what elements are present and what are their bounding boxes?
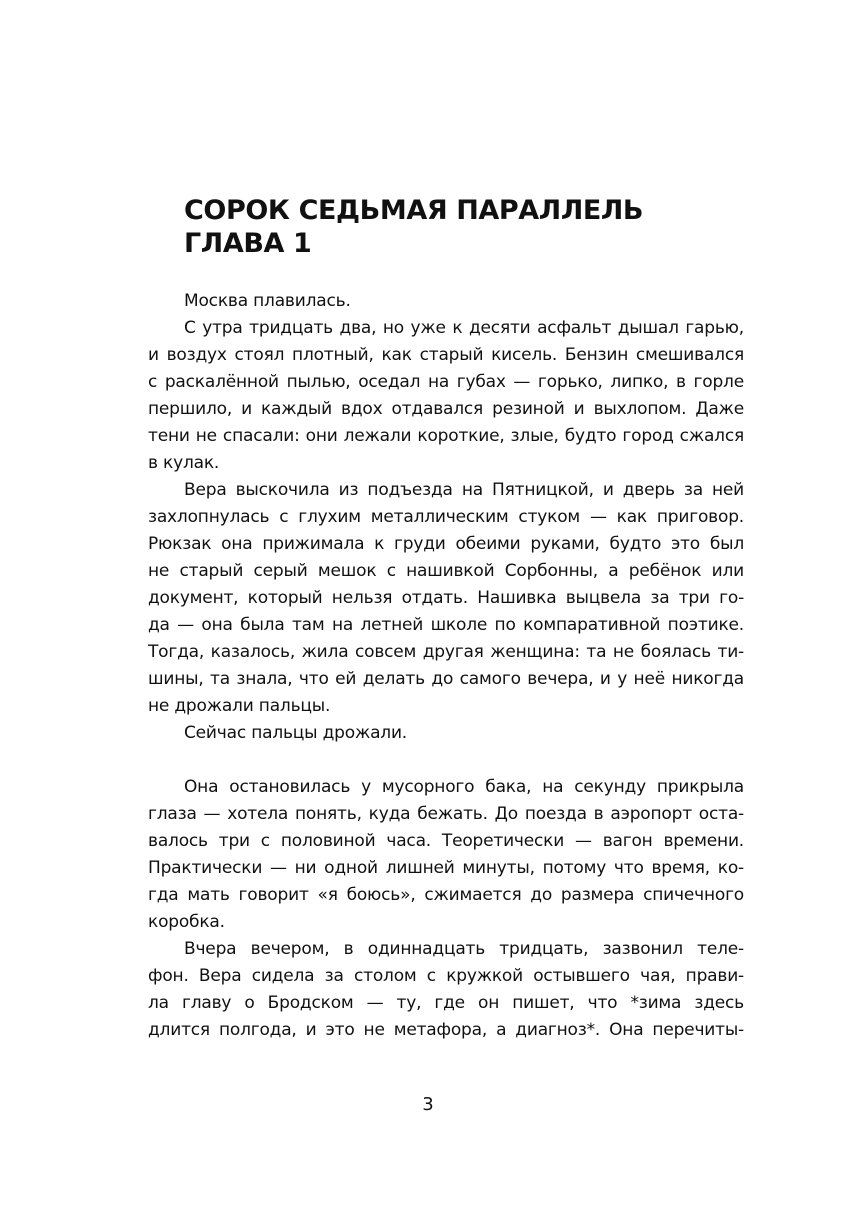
text-line: захлопнулась с глухим металлическим стуком — как приговор. — [148, 507, 744, 527]
chapter-body — [148, 288, 744, 1044]
text-line: не дрожали пальцы. — [148, 696, 331, 716]
text-line: валось три с половиной часа. Теоретически — вагон времени. — [148, 831, 744, 851]
text-line: Вера выскочила из подъезда на Пятницкой, и дверь за ней — [184, 480, 744, 500]
text-line: Сейчас пальцы дрожали. — [184, 723, 407, 743]
paragraph-gap — [148, 747, 744, 774]
text-line: шины, та знала, что ей делать до самого вечера, и у неё никогда — [148, 669, 744, 689]
text-line: Москва плавилась. — [184, 291, 351, 311]
text-line: глаза — хотела понять, куда бежать. До поезда в аэропорт оста- — [148, 804, 744, 824]
text-line: тени не спасали: они лежали короткие, злые, будто город сжался — [148, 426, 744, 446]
text-line: не старый серый мешок с нашивкой Сорбонны, а ребёнок или — [148, 561, 744, 581]
book-title: СОРОК СЕДЬМАЯ ПАРАЛЛЕЛЬ — [184, 195, 644, 226]
text-line: С утра тридцать два, но уже к десяти асфальт дышал гарью, — [184, 318, 744, 338]
text-line: Практически — ни одной лишней минуты, потому что время, ко- — [148, 858, 744, 878]
text-line: гда мать говорит «я боюсь», сжимается до размера спичечного — [148, 885, 744, 905]
text-line: першило, и каждый вдох отдавался резиной и выхлопом. Даже — [148, 399, 744, 419]
text-line: да — она была там на летней школе по компаративной поэтике. — [148, 615, 744, 635]
chapter-heading — [184, 194, 643, 260]
text-line: Тогда, казалось, жила совсем другая женщина: та не боялась ти- — [148, 642, 744, 662]
text-line: с раскалённой пылью, оседал на губах — горько, липко, в горле — [148, 372, 744, 392]
text-line: Вчера вечером, в одиннадцать тридцать, зазвонил теле- — [184, 939, 744, 959]
text-line: фон. Вера сидела за столом с кружкой остывшего чая, прави- — [148, 966, 744, 986]
text-line: документ, который нельзя отдать. Нашивка выцвела за три го- — [148, 588, 744, 608]
chapter-title: ГЛАВА 1 — [184, 228, 312, 259]
text-line: Рюкзак она прижимала к груди обеими руками, будто это был — [148, 534, 744, 554]
text-line: коробка. — [148, 912, 225, 932]
text-line: Она остановилась у мусорного бака, на секунду прикрыла — [184, 777, 744, 797]
text-line: ла главу о Бродском — ту, где он пишет, что *зима здесь — [148, 993, 744, 1013]
text-line: длится полгода, и это не метафора, а диагноз*. Она перечиты- — [148, 1020, 744, 1040]
page-number: 3 — [422, 1094, 434, 1115]
text-line: в кулак. — [148, 453, 220, 473]
text-line: и воздух стоял плотный, как старый кисель. Бензин смешивался — [148, 345, 744, 365]
